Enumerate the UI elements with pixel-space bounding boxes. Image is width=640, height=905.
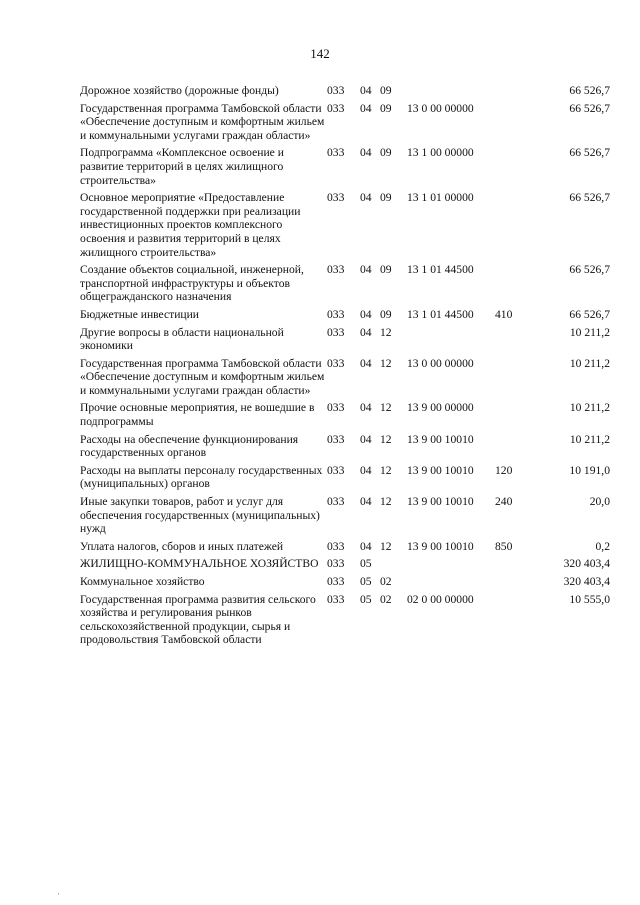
item-name: Основное мероприятие «Предоставление государственной поддержки при реализации инвестиционных проектов комплексного освоения и развития территорий в целях жилищного строительства» — [80, 191, 301, 259]
item-name: Бюджетные инвестиции — [80, 307, 200, 321]
subsection-code: 09 — [380, 307, 392, 321]
subsection-code: 12 — [380, 539, 392, 553]
target-article-code — [407, 84, 495, 102]
target-article-code: 13 0 00 00000 — [407, 101, 474, 115]
target-article-code: 13 1 01 44500 — [407, 263, 474, 277]
subsection-code: 02 — [380, 575, 392, 588]
budget-table — [80, 84, 610, 651]
table-row — [80, 191, 610, 263]
subsection-code: 09 — [380, 191, 392, 205]
target-article-code: 02 0 00 00000 — [407, 592, 474, 606]
table-row — [80, 540, 610, 558]
section-code: 05 — [360, 592, 372, 606]
table-row — [80, 557, 610, 575]
amount: 66 526,7 — [569, 101, 610, 115]
target-article-code: 13 9 00 10010 — [407, 539, 474, 553]
target-article-code: 13 9 00 10010 — [407, 432, 474, 446]
target-article-code: 13 0 00 00000 — [407, 356, 474, 370]
target-article-code: 13 1 01 44500 — [407, 307, 474, 321]
subsection-code: 12 — [380, 432, 392, 446]
section-code: 04 — [360, 307, 372, 321]
table-row — [80, 575, 610, 593]
table-row — [80, 433, 610, 464]
subsection-code: 09 — [380, 146, 392, 160]
item-name: Государственная программа Тамбовской области «Обеспечение доступным и комфортным жильем и коммунальными услугами граждан области» — [80, 101, 325, 142]
target-article-code: 13 9 00 00000 — [407, 401, 474, 415]
target-article-code — [407, 575, 495, 593]
section-code: 04 — [360, 463, 372, 477]
expense-type-code — [495, 433, 527, 464]
amount: 66 526,7 — [569, 146, 610, 160]
expense-type-code — [495, 326, 527, 357]
expense-type-code — [495, 263, 527, 308]
grbs-code: 033 — [327, 557, 345, 571]
table-row — [80, 495, 610, 540]
amount: 10 555,0 — [569, 592, 610, 606]
target-article-code — [407, 326, 495, 357]
target-article-code: 13 9 00 10010 — [407, 463, 474, 477]
section-code: 04 — [360, 356, 372, 370]
section-code: 04 — [360, 432, 372, 446]
expense-type-code — [495, 593, 527, 651]
grbs-code: 033 — [327, 432, 345, 446]
section-code: 05 — [360, 575, 372, 588]
section-code: 04 — [360, 84, 372, 97]
section-code: 04 — [360, 191, 372, 205]
target-article-code: 13 1 01 00000 — [407, 191, 474, 205]
amount: 320 403,4 — [563, 557, 610, 571]
amount: 10 211,2 — [569, 325, 610, 339]
item-name: Подпрограмма «Комплексное освоение и развитие территорий в целях жилищного строительства» — [80, 146, 284, 187]
table-row — [80, 84, 610, 102]
amount: 66 526,7 — [569, 263, 610, 277]
expense-type-code — [495, 401, 527, 432]
table-row — [80, 357, 610, 402]
item-name: Иные закупки товаров, работ и услуг для обеспечения государственных (муниципальных) нужд — [80, 495, 320, 536]
expense-type-code — [495, 191, 527, 263]
grbs-code: 033 — [327, 146, 345, 160]
item-name: Создание объектов социальной, инженерной, транспортной инфраструктуры и объектов общегражданского назначения — [80, 263, 304, 304]
subsection-code — [380, 557, 407, 575]
grbs-code: 033 — [327, 575, 345, 588]
subsection-code: 02 — [380, 592, 392, 606]
budget-table-body — [80, 84, 610, 651]
grbs-code: 033 — [327, 263, 345, 277]
item-name: Коммунальное хозяйство — [80, 575, 205, 588]
grbs-code: 033 — [327, 191, 345, 205]
section-code: 04 — [360, 495, 372, 509]
subsection-code: 12 — [380, 463, 392, 477]
grbs-code: 033 — [327, 401, 345, 415]
table-row — [80, 593, 610, 651]
page-number: 142 — [310, 46, 330, 61]
item-name: Расходы на выплаты персоналу государственных (муниципальных) органов — [80, 463, 323, 491]
section-code: 04 — [360, 539, 372, 553]
grbs-code: 033 — [327, 463, 345, 477]
item-name: Расходы на обеспечение функционирования государственных органов — [80, 432, 299, 460]
subsection-code: 12 — [380, 325, 392, 339]
expense-type-code — [495, 146, 527, 191]
amount: 20,0 — [589, 495, 610, 509]
subsection-code: 09 — [380, 263, 392, 277]
amount: 66 526,7 — [569, 84, 610, 97]
grbs-code: 033 — [327, 495, 345, 509]
amount: 66 526,7 — [569, 307, 610, 321]
grbs-code: 033 — [327, 307, 345, 321]
grbs-code: 033 — [327, 592, 345, 606]
amount: 66 526,7 — [569, 191, 610, 205]
expense-type-code — [495, 357, 527, 402]
expense-type-code — [495, 102, 527, 147]
item-name: Государственная программа Тамбовской области «Обеспечение доступным и комфортным жильем и коммунальными услугами граждан области» — [80, 356, 325, 397]
section-code: 04 — [360, 263, 372, 277]
amount: 10 211,2 — [569, 401, 610, 415]
table-row — [80, 263, 610, 308]
subsection-code: 12 — [380, 356, 392, 370]
table-row — [80, 401, 610, 432]
table-row — [80, 464, 610, 495]
table-row — [80, 326, 610, 357]
section-code: 04 — [360, 401, 372, 415]
target-article-code: 13 9 00 10010 — [407, 495, 474, 509]
section-code: 04 — [360, 146, 372, 160]
table-row — [80, 102, 610, 147]
grbs-code: 033 — [327, 101, 345, 115]
subsection-code: 09 — [380, 84, 392, 97]
scan-mark: · — [57, 889, 60, 899]
item-name: Дорожное хозяйство (дорожные фонды) — [80, 84, 279, 97]
grbs-code: 033 — [327, 84, 345, 97]
item-name: Прочие основные мероприятия, не вошедшие в подпрограммы — [80, 401, 315, 429]
subsection-code: 09 — [380, 101, 392, 115]
target-article-code — [407, 557, 495, 575]
table-row — [80, 146, 610, 191]
section-code: 05 — [360, 557, 372, 571]
amount: 320 403,4 — [563, 575, 610, 588]
expense-type-code — [495, 557, 527, 575]
expense-type-code — [495, 84, 527, 102]
item-name: Другие вопросы в области национальной экономики — [80, 325, 284, 353]
expense-type-code: 410 — [495, 307, 513, 321]
section-code: 04 — [360, 325, 372, 339]
section-code: 04 — [360, 101, 372, 115]
grbs-code: 033 — [327, 356, 345, 370]
subsection-code: 12 — [380, 495, 392, 509]
amount: 10 191,0 — [569, 463, 610, 477]
table-row — [80, 308, 610, 326]
grbs-code: 033 — [327, 325, 345, 339]
expense-type-code: 240 — [495, 495, 513, 509]
subsection-code: 12 — [380, 401, 392, 415]
expense-type-code — [495, 575, 527, 593]
amount: 10 211,2 — [569, 432, 610, 446]
grbs-code: 033 — [327, 539, 345, 553]
target-article-code: 13 1 00 00000 — [407, 146, 474, 160]
item-name: ЖИЛИЩНО-КОММУНАЛЬНОЕ ХОЗЯЙСТВО — [80, 557, 319, 571]
item-name: Уплата налогов, сборов и иных платежей — [80, 539, 284, 553]
amount: 0,2 — [595, 539, 610, 553]
amount: 10 211,2 — [569, 356, 610, 370]
item-name: Государственная программа развития сельского хозяйства и регулирования рынков сельскохозяйственной продукции, сырья и продовольствия Тамбовской области — [80, 592, 316, 647]
expense-type-code: 850 — [495, 539, 513, 553]
expense-type-code: 120 — [495, 463, 513, 477]
